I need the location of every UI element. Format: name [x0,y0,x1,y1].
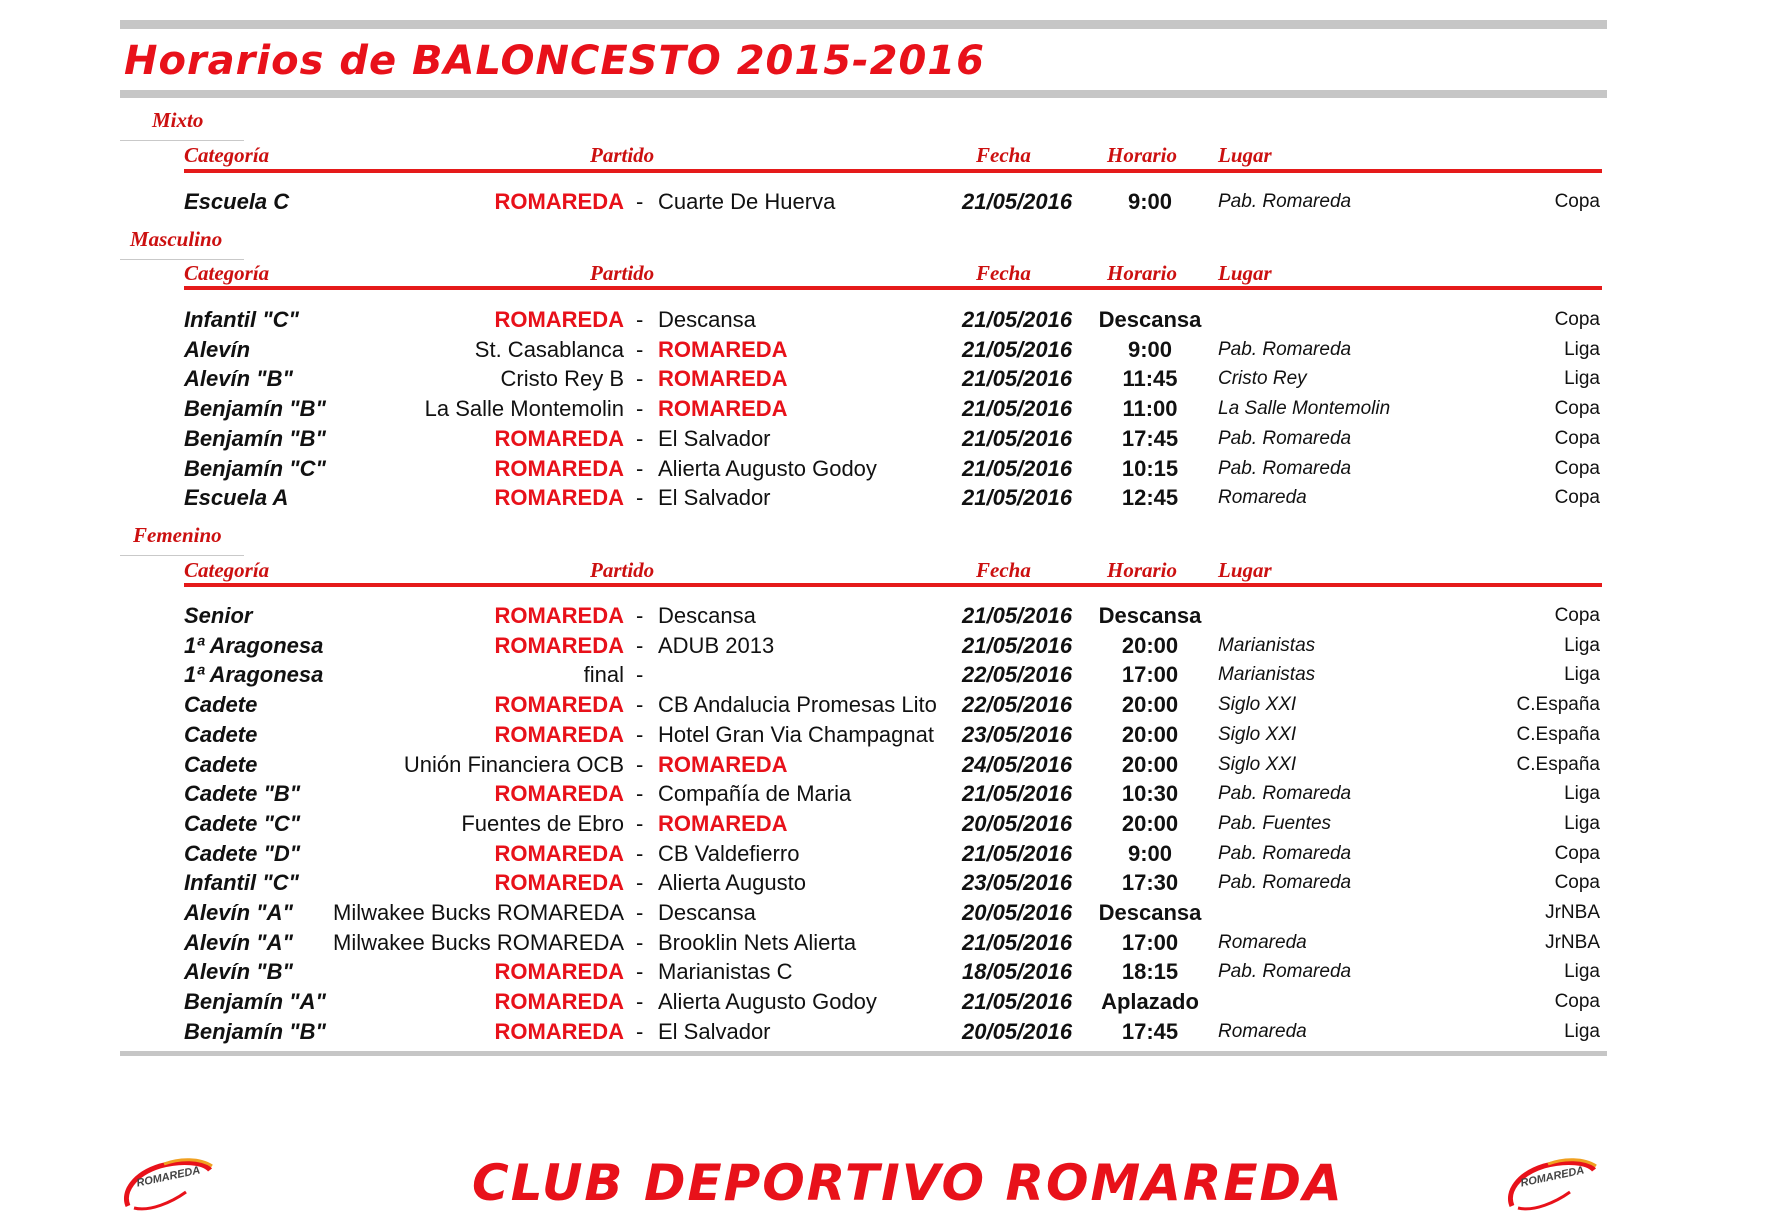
header-partido: Partido [590,261,655,285]
date-cell: 23/05/2016 [962,722,1073,747]
category-cell: 1ª Aragonesa [184,662,324,687]
logo-text-right: ROMAREDA [1519,1164,1586,1190]
date-cell: 21/05/2016 [962,485,1073,510]
date-cell: 21/05/2016 [962,989,1073,1014]
date-cell: 21/05/2016 [962,337,1073,362]
time-value: 9:00 [1127,189,1173,214]
logo-text-left: ROMAREDA [135,1164,202,1190]
match-dash: - [636,307,644,332]
match-dash: - [636,722,644,747]
away-team-cell: ROMAREDA [658,366,788,391]
header-horario: Horario [1107,143,1178,167]
competition-cell: Copa [1554,398,1600,419]
home-team-cell: ROMAREDA [494,603,624,628]
time-value: Descansa [1098,900,1202,925]
category-cell: Benjamín "C" [184,456,326,481]
match-dash: - [636,870,644,895]
home-team-cell: ROMAREDA [494,426,624,451]
time-value: 10:30 [1121,781,1179,806]
category-cell: Benjamín "A" [184,989,326,1014]
place-cell: Pab. Romareda [1218,339,1352,360]
away-team-cell: ROMAREDA [658,752,788,777]
home-team-cell: ROMAREDA [494,633,624,658]
home-team-cell: ROMAREDA [494,189,624,214]
away-team-cell: El Salvador [658,426,771,451]
time-value: 11:00 [1122,396,1178,421]
table-row [0,779,1790,809]
header-partido: Partido [590,143,655,167]
table-row [0,987,1790,1017]
table-row [0,424,1790,454]
table-row [0,601,1790,631]
match-dash: - [636,633,644,658]
category-cell: 1ª Aragonesa [184,633,324,658]
match-dash: - [636,930,644,955]
competition-cell: Copa [1554,309,1600,330]
competition-cell: Copa [1554,458,1600,479]
competition-cell: Copa [1554,843,1600,864]
date-cell: 22/05/2016 [962,692,1073,717]
date-cell: 21/05/2016 [962,633,1073,658]
section-divider [120,140,244,141]
header-lugar: Lugar [1218,558,1272,582]
home-team-cell: ROMAREDA [494,1019,624,1044]
table-row [0,454,1790,484]
table-row [0,750,1790,780]
section-label: Femenino [133,523,222,547]
table-row [0,868,1790,898]
place-cell: Siglo XXI [1218,724,1297,745]
match-dash: - [636,456,644,481]
header-horario: Horario [1107,558,1178,582]
competition-cell: C.España [1516,694,1600,715]
table-row [0,660,1790,690]
table-row [0,483,1790,513]
match-dash: - [636,781,644,806]
home-team-cell: ROMAREDA [494,307,624,332]
header-fecha: Fecha [976,558,1031,582]
header-categoria: Categoría [184,261,270,285]
time-value: Descansa [1098,603,1202,628]
competition-cell: C.España [1516,754,1600,775]
time-value: 9:00 [1127,337,1173,362]
time-value: 20:00 [1121,722,1179,747]
date-cell: 20/05/2016 [962,811,1073,836]
table-row [0,720,1790,750]
match-dash: - [636,692,644,717]
category-cell: Senior [184,603,253,628]
match-dash: - [636,959,644,984]
category-cell: Benjamín "B" [184,396,326,421]
date-cell: 20/05/2016 [962,1019,1073,1044]
category-cell: Cadete "D" [184,841,301,866]
date-cell: 24/05/2016 [962,752,1073,777]
category-cell: Alevín "A" [184,930,293,955]
time-value: 17:45 [1121,1019,1179,1044]
table-row [0,690,1790,720]
place-cell: La Salle Montemolin [1218,398,1391,419]
date-cell: 21/05/2016 [962,603,1073,628]
table-row [0,898,1790,928]
time-value: Descansa [1098,307,1202,332]
place-cell: Siglo XXI [1218,754,1297,775]
competition-cell: Liga [1564,813,1600,834]
header-rule [184,169,1602,173]
match-dash: - [636,1019,644,1044]
home-team-cell: final [583,662,624,687]
header-categoria: Categoría [184,143,270,167]
away-team-cell: Cuarte De Huerva [658,189,836,214]
competition-cell: JrNBA [1545,932,1600,953]
competition-cell: Liga [1564,1021,1600,1042]
date-cell: 21/05/2016 [962,426,1073,451]
table-row [0,394,1790,424]
competition-cell: Liga [1564,635,1600,656]
date-cell: 21/05/2016 [962,307,1073,332]
match-dash: - [636,752,644,777]
section-label: Masculino [130,227,223,251]
competition-cell: Liga [1564,783,1600,804]
time-value: Aplazado [1101,989,1199,1014]
section-divider [120,259,244,260]
section-label: Mixto [152,108,204,132]
away-team-cell: ADUB 2013 [658,633,775,658]
place-cell: Cristo Rey [1218,368,1307,389]
home-team-cell: ROMAREDA [494,722,624,747]
place-cell: Siglo XXI [1218,694,1297,715]
category-cell: Infantil "C" [184,870,299,895]
table-row [0,364,1790,394]
home-team-cell: ROMAREDA [494,781,624,806]
competition-cell: Liga [1564,339,1600,360]
date-cell: 18/05/2016 [962,959,1073,984]
time-value: 17:00 [1121,930,1179,955]
match-dash: - [636,841,644,866]
place-cell: Marianistas [1218,664,1316,685]
competition-cell: Copa [1554,428,1600,449]
top-band [120,20,1607,29]
competition-cell: C.España [1516,724,1600,745]
home-team-cell: ROMAREDA [494,989,624,1014]
home-team-cell: Unión Financiera OCB [403,752,624,777]
time-value: 9:00 [1127,841,1173,866]
time-value: 20:00 [1121,811,1179,836]
competition-cell: Liga [1564,961,1600,982]
time-value: 17:00 [1121,662,1179,687]
match-dash: - [636,337,644,362]
place-cell: Pab. Romareda [1218,783,1352,804]
date-cell: 21/05/2016 [962,396,1073,421]
place-cell: Pab. Romareda [1218,428,1352,449]
competition-cell: JrNBA [1545,902,1600,923]
title-underline-band [120,90,1607,98]
category-cell: Escuela A [184,485,289,510]
table-row [0,839,1790,869]
time-value: 20:00 [1121,633,1179,658]
away-team-cell: Descansa [658,603,756,628]
match-dash: - [636,396,644,421]
away-team-cell: ROMAREDA [658,396,788,421]
away-team-cell: CB Andalucia Promesas Lito [658,692,937,717]
competition-cell: Copa [1554,872,1600,893]
place-cell: Marianistas [1218,635,1316,656]
home-team-cell: Milwakee Bucks ROMAREDA [333,930,624,955]
date-cell: 21/05/2016 [962,841,1073,866]
category-cell: Cadete [184,722,258,747]
header-fecha: Fecha [976,143,1031,167]
match-dash: - [636,900,644,925]
away-team-cell: Brooklin Nets Alierta [658,930,857,955]
time-value: 11:45 [1122,366,1178,391]
header-rule [184,583,1602,587]
match-dash: - [636,485,644,510]
match-dash: - [636,811,644,836]
time-value: 10:15 [1121,456,1179,481]
table-row [0,957,1790,987]
competition-cell: Copa [1554,487,1600,508]
away-team-cell: El Salvador [658,1019,771,1044]
match-dash: - [636,662,644,687]
away-team-cell: Alierta Augusto [658,870,806,895]
date-cell: 23/05/2016 [962,870,1073,895]
competition-cell: Liga [1564,664,1600,685]
home-team-cell: St. Casablanca [474,337,624,362]
category-cell: Alevín "B" [184,366,293,391]
place-cell: Pab. Romareda [1218,458,1352,479]
away-team-cell: CB Valdefierro [658,841,800,866]
home-team-cell: Cristo Rey B [500,366,624,391]
category-cell: Benjamín "B" [184,1019,326,1044]
away-team-cell: Alierta Augusto Godoy [658,456,877,481]
header-horario: Horario [1107,261,1178,285]
away-team-cell: Descansa [658,307,756,332]
away-team-cell: Descansa [658,900,756,925]
header-fecha: Fecha [976,261,1031,285]
home-team-cell: ROMAREDA [494,841,624,866]
table-row [0,335,1790,365]
home-team-cell: La Salle Montemolin [424,396,624,421]
competition-cell: Copa [1554,991,1600,1012]
club-logo-right [1504,1152,1602,1214]
table-row [0,809,1790,839]
table-row [0,187,1790,217]
table-row [0,1017,1790,1047]
place-cell: Romareda [1218,1021,1307,1042]
category-cell: Cadete "B" [184,781,301,806]
header-lugar: Lugar [1218,261,1272,285]
category-cell: Alevín "A" [184,900,293,925]
place-cell: Pab. Fuentes [1218,813,1332,834]
away-team-cell: ROMAREDA [658,337,788,362]
table-row [0,631,1790,661]
table-row [0,305,1790,335]
match-dash: - [636,366,644,391]
competition-cell: Copa [1554,191,1600,212]
away-team-cell: Marianistas C [658,959,793,984]
home-team-cell: Milwakee Bucks ROMAREDA [333,900,624,925]
category-cell: Cadete "C" [184,811,301,836]
place-cell: Pab. Romareda [1218,843,1352,864]
match-dash: - [636,426,644,451]
place-cell: Romareda [1218,932,1307,953]
competition-cell: Copa [1554,605,1600,626]
time-value: 20:00 [1121,752,1179,777]
place-cell: Pab. Romareda [1218,872,1352,893]
category-cell: Benjamín "B" [184,426,326,451]
time-value: 17:30 [1121,870,1179,895]
category-cell: Cadete [184,752,258,777]
header-partido: Partido [590,558,655,582]
category-cell: Infantil "C" [184,307,299,332]
date-cell: 22/05/2016 [962,662,1073,687]
date-cell: 21/05/2016 [962,189,1073,214]
date-cell: 21/05/2016 [962,456,1073,481]
home-team-cell: ROMAREDA [494,870,624,895]
home-team-cell: Fuentes de Ebro [461,811,624,836]
date-cell: 20/05/2016 [962,900,1073,925]
home-team-cell: ROMAREDA [494,456,624,481]
time-value: 20:00 [1121,692,1179,717]
match-dash: - [636,189,644,214]
page-title: Horarios de BALONCESTO 2015-2016 [124,38,985,84]
competition-cell: Liga [1564,368,1600,389]
time-value: 17:45 [1121,426,1179,451]
club-name-footer: CLUB DEPORTIVO ROMAREDA [472,1154,1344,1212]
table-row [0,928,1790,958]
away-team-cell: ROMAREDA [658,811,788,836]
section-divider [120,555,244,556]
home-team-cell: ROMAREDA [494,485,624,510]
category-cell: Escuela C [184,189,290,214]
away-team-cell: Compañía de Maria [658,781,852,806]
category-cell: Alevín "B" [184,959,293,984]
time-value: 18:15 [1121,959,1179,984]
home-team-cell: ROMAREDA [494,959,624,984]
date-cell: 21/05/2016 [962,366,1073,391]
header-categoria: Categoría [184,558,270,582]
header-lugar: Lugar [1218,143,1272,167]
away-team-cell: El Salvador [658,485,771,510]
away-team-cell: Hotel Gran Via Champagnat [658,722,934,747]
place-cell: Romareda [1218,487,1307,508]
header-rule [184,286,1602,290]
home-team-cell: ROMAREDA [494,692,624,717]
category-cell: Alevín [184,337,251,362]
place-cell: Pab. Romareda [1218,191,1352,212]
match-dash: - [636,989,644,1014]
date-cell: 21/05/2016 [962,781,1073,806]
place-cell: Pab. Romareda [1218,961,1352,982]
away-team-cell: Alierta Augusto Godoy [658,989,877,1014]
match-dash: - [636,603,644,628]
category-cell: Cadete [184,692,258,717]
date-cell: 21/05/2016 [962,930,1073,955]
bottom-band [120,1051,1607,1056]
time-value: 12:45 [1121,485,1179,510]
club-logo-left [120,1152,218,1214]
